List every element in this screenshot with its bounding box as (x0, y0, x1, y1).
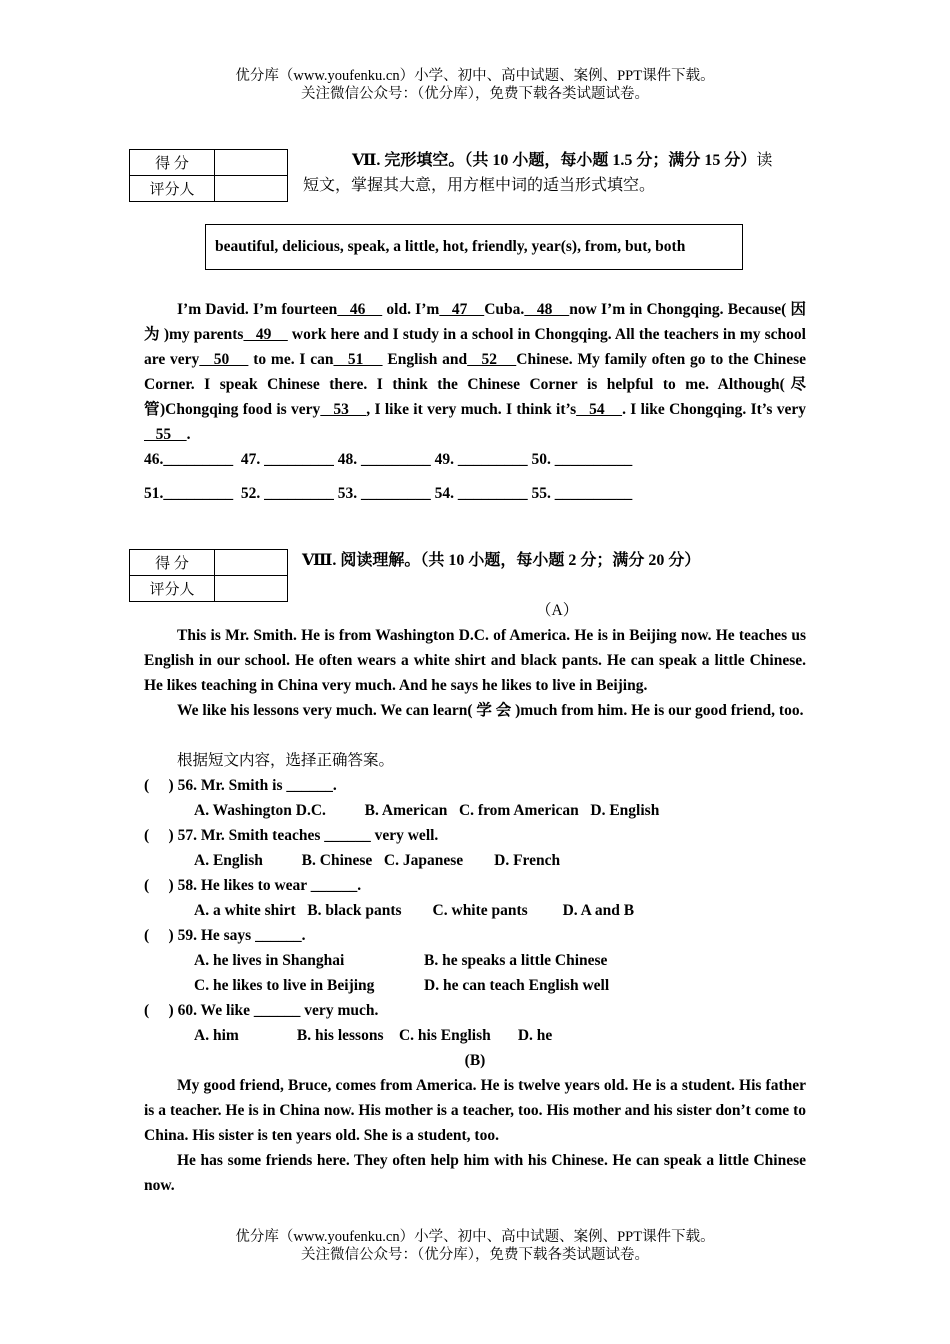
score-label: 得 分 (130, 550, 215, 576)
word-box-text: beautiful, delicious, speak, a little, hot, friendly, year(s), from, but, both (215, 238, 686, 255)
score-table-8 (129, 549, 288, 602)
passage-text: Chinese. My family often go to the Chinese Corner. I speak Chinese there. I think the Chinese Corner is helpful to me. Although(尽管)Chongqing food is very (144, 351, 807, 418)
question-58[interactable]: ( ) 58. He likes to wear ______. (144, 877, 362, 894)
question-58-options: A. a white shirt B. black pants C. white pants D. A and B (194, 902, 635, 919)
cloze-passage (144, 297, 806, 447)
question-60-options: A. him B. his lessons C. his English D. he (194, 1027, 553, 1044)
answer-line-2[interactable]: 51._________ 52. _________ 53. _________ 54. _________ 55. __________ (144, 485, 633, 502)
question-59-option-a: A. he lives in Shanghai (194, 952, 345, 969)
passage-text: now I’m in Chongqing. Because( 因 为 )my parents (144, 301, 807, 343)
question-59-option-c: C. he likes to live in Beijing (194, 977, 375, 994)
grader-label: 评分人 (130, 576, 215, 602)
blank-50: 50 (199, 351, 249, 368)
section7-title-bold: Ⅶ. 完形填空。（共 10 小题，每小题 1.5 分；满分 15 分） (352, 152, 757, 169)
passage-text: Cuba. (484, 301, 525, 318)
score-cell[interactable] (215, 550, 288, 576)
grader-cell[interactable] (215, 176, 288, 202)
passage-a-para1: This is Mr. Smith. He is from Washington D.C. of America. He is in Beijing now. He teaches us English in our school. He often wears a white shirt and black pants. He can speak a little Chinese. He likes teaching in China very much. And he says he likes to live in Beijing. (144, 627, 806, 694)
blank-55: 55 (144, 426, 187, 443)
blank-46: 46 (337, 301, 383, 318)
question-59-option-d: D. he can teach English well (424, 977, 610, 994)
blank-53: 53 (320, 401, 367, 418)
question-56[interactable]: ( ) 56. Mr. Smith is ______. (144, 777, 337, 794)
passage-text: , I like it very much. I think it’s (366, 401, 577, 418)
score-table-7 (129, 149, 288, 202)
blank-49: 49 (243, 326, 288, 343)
blank-47: 47 (439, 301, 485, 318)
question-60[interactable]: ( ) 60. We like ______ very much. (144, 1002, 379, 1019)
passage-a-para2: We like his lessons very much. We can learn( 学 会 )much from him. He is our good friend, too. (177, 702, 804, 719)
question-59-option-b: B. he speaks a little Chinese (424, 952, 608, 969)
passage-text: . (186, 426, 191, 443)
passage-text: old. I’m (382, 301, 440, 318)
instruction: 根据短文内容，选择正确答案。 (177, 752, 395, 769)
page-footer-line2: 关注微信公众号：（优分库），免费下载各类试题试卷。 (301, 1247, 649, 1263)
section7-title (352, 148, 772, 173)
section7-title-line2: 短文，掌握其大意，用方框中词的适当形式填空。 (303, 177, 656, 194)
passage-text: I’m David. I’m fourteen (177, 301, 338, 318)
blank-54: 54 (576, 401, 623, 418)
section8-title-text: Ⅷ. 阅读理解。（共 10 小题，每小题 2 分；满分 20 分） (302, 552, 701, 569)
word-box (205, 224, 743, 270)
blank-51: 51 (333, 351, 383, 368)
score-label: 得 分 (130, 150, 215, 176)
passage-text: English and (382, 351, 468, 368)
question-57-options: A. English B. Chinese C. Japanese D. French (194, 852, 561, 869)
grader-cell[interactable] (215, 576, 288, 602)
page-header-line1: 优分库（www.youfenku.cn）小学、初中、高中试题、案例、PPT课件下载。 (235, 68, 715, 84)
part-b-label: (B) (464, 1052, 486, 1069)
part-a-label: （A） (536, 602, 579, 619)
section7-title-rest: 读 (756, 152, 773, 169)
score-cell[interactable] (215, 150, 288, 176)
grader-label: 评分人 (130, 176, 215, 202)
question-59[interactable]: ( ) 59. He says ______. (144, 927, 306, 944)
page-footer-line1: 优分库（www.youfenku.cn）小学、初中、高中试题、案例、PPT课件下载。 (235, 1229, 715, 1245)
passage-b-para2: He has some friends here. They often help him with his Chinese. He can speak a little Chinese now. (144, 1152, 806, 1194)
answer-line-1[interactable]: 46._________ 47. _________ 48. _________ 49. _________ 50. __________ (144, 451, 633, 468)
section8-title (302, 548, 700, 573)
blank-52: 52 (467, 351, 517, 368)
blank-48: 48 (524, 301, 570, 318)
page-header-line2: 关注微信公众号：（优分库），免费下载各类试题试卷。 (301, 86, 649, 102)
passage-text: . I like Chongqing. It’s very (622, 401, 806, 418)
question-56-options: A. Washington D.C. B. American C. from American D. English (194, 802, 660, 819)
passage-text: to me. I can (248, 351, 334, 368)
passage-text: work here and I study in a school in Chongqing. All the teachers in my school are very (144, 326, 806, 368)
question-57[interactable]: ( ) 57. Mr. Smith teaches ______ very well. (144, 827, 439, 844)
passage-b-para1: My good friend, Bruce, comes from America. He is twelve years old. He is a student. His father is a teacher. He is in China now. His mother is a teacher, too. His mother and his sister don’t come to China. His sister is ten years old. She is a student, too. (144, 1077, 806, 1144)
